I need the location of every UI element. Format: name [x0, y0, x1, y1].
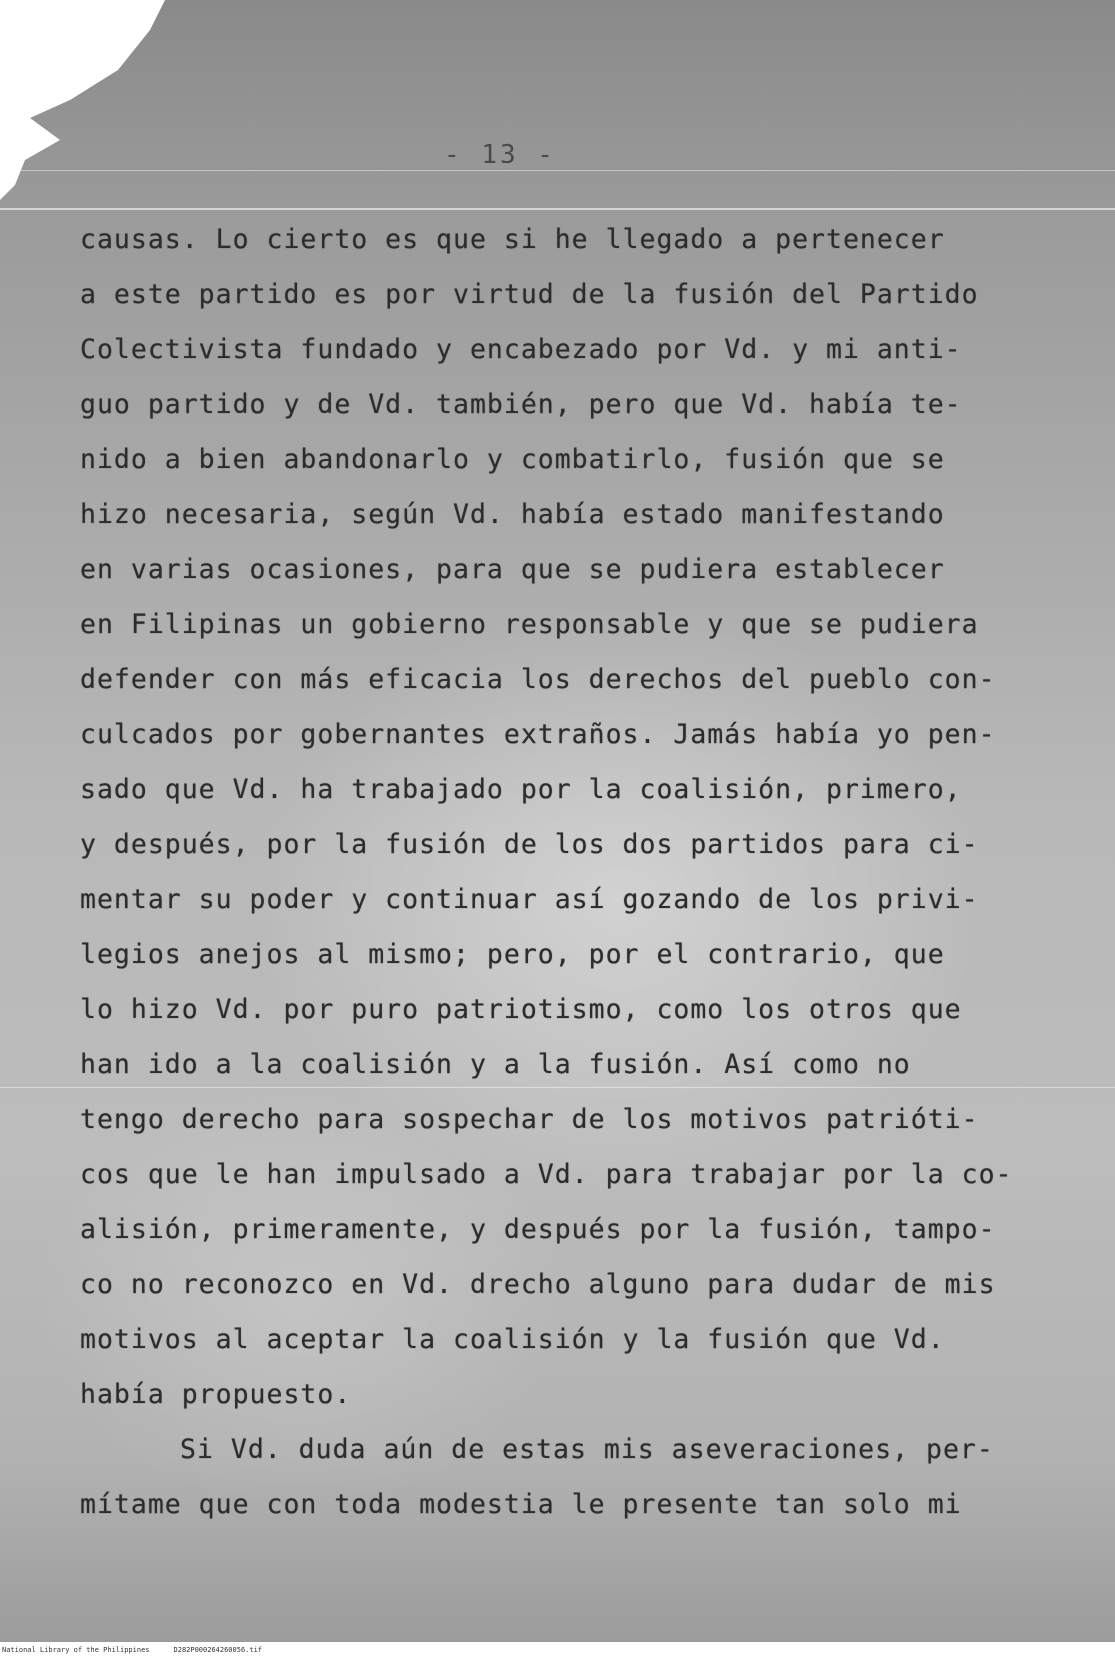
- scan-line: [0, 208, 1115, 210]
- text-line: han ido a la coalisión y a la fusión. Así como no: [80, 1049, 911, 1080]
- text-line: co no reconozco en Vd. drecho alguno para dudar de mis: [80, 1269, 996, 1300]
- paragraph-start-line: Si Vd. duda aún de estas mis aseveraciones, per-: [180, 1434, 994, 1465]
- text-line: había propuesto.: [80, 1379, 352, 1410]
- text-line: mítame que con toda modestia le presente tan solo mi: [80, 1489, 962, 1520]
- text-line: en Filipinas un gobierno responsable y que se pudiera: [80, 609, 979, 640]
- text-line: alisión, primeramente, y después por la fusión, tampo-: [80, 1214, 996, 1245]
- text-line: en varias ocasiones, para que se pudiera establecer: [80, 554, 945, 585]
- text-line: guo partido y de Vd. también, pero que Vd. había te-: [80, 389, 962, 420]
- text-line: lo hizo Vd. por puro patriotismo, como los otros que: [80, 994, 962, 1025]
- page-number: - 13 -: [444, 140, 556, 170]
- text-line: Colectivista fundado y encabezado por Vd. y mi anti-: [80, 334, 962, 365]
- text-line: causas. Lo cierto es que si he llegado a pertenecer: [80, 224, 945, 255]
- text-line: y después, por la fusión de los dos partidos para ci-: [80, 829, 979, 860]
- text-line: cos que le han impulsado a Vd. para trabajar por la co-: [80, 1159, 1013, 1190]
- text-line: hizo necesaria, según Vd. había estado manifestando: [80, 499, 945, 530]
- text-line: nido a bien abandonarlo y combatirlo, fusión que se: [80, 444, 945, 475]
- library-name: National Library of the Philippines: [2, 1646, 150, 1654]
- archive-footer: [0, 1642, 1115, 1658]
- text-line: a este partido es por virtud de la fusión del Partido: [80, 279, 979, 310]
- text-line: defender con más eficacia los derechos del pueblo con-: [80, 664, 996, 695]
- text-line: motivos al aceptar la coalisión y la fusión que Vd.: [80, 1324, 945, 1355]
- text-line: tengo derecho para sospechar de los motivos patrióti-: [80, 1104, 979, 1135]
- scan-line: [0, 170, 1115, 171]
- file-id: D282P000264260056.tif: [173, 1646, 263, 1654]
- text-line: mentar su poder y continuar así gozando de los privi-: [80, 884, 979, 915]
- text-line: culcados por gobernantes extraños. Jamás había yo pen-: [80, 719, 996, 750]
- typewritten-text: [80, 212, 1030, 1532]
- torn-corner: [0, 0, 200, 210]
- text-line: legios anejos al mismo; pero, por el contrario, que: [80, 939, 945, 970]
- text-line: sado que Vd. ha trabajado por la coalisión, primero,: [80, 774, 962, 805]
